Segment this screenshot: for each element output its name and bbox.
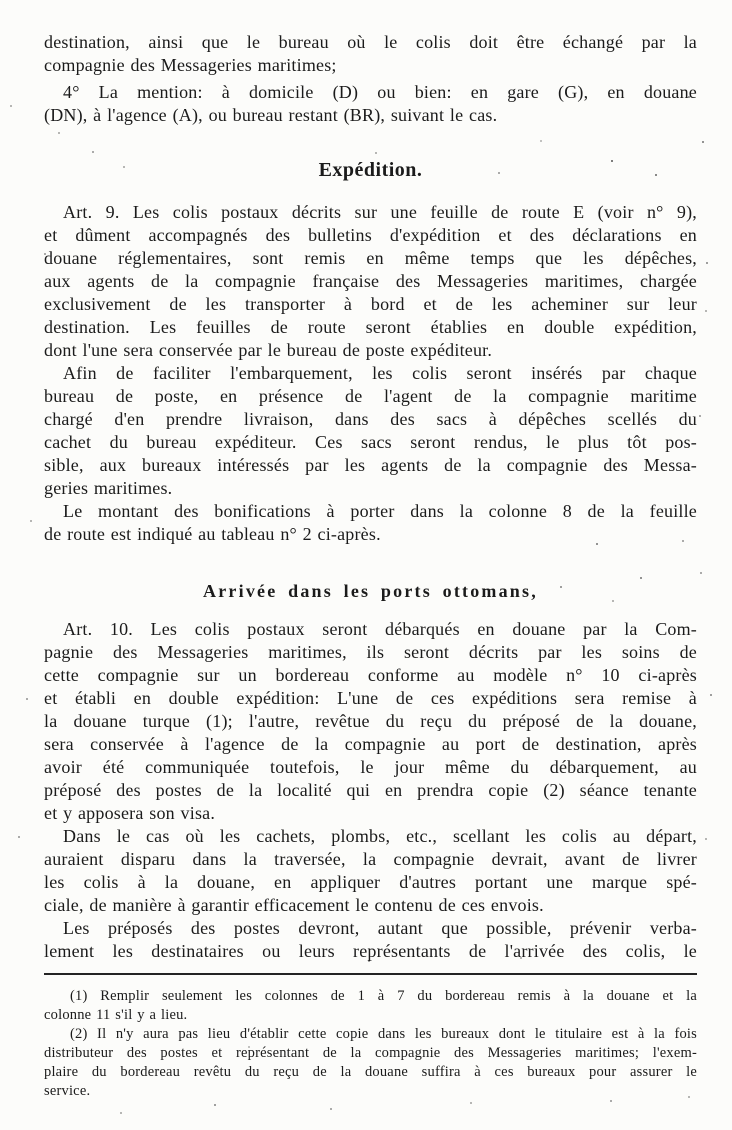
text-line: 4° La mention: à domicile (D) ou bien: en gare (G), en douane bbox=[63, 82, 697, 102]
text-line: destination. Les feuilles de route seront établies en double expédition, bbox=[44, 317, 697, 337]
text-line: distributeur des postes et représentant de la compagnie des Messageries maritimes; l'exem- bbox=[44, 1045, 697, 1061]
text-line: les colis à la douane, en appliquer d'autres portant une marque spé- bbox=[44, 872, 697, 892]
art-9-paragraph bbox=[44, 201, 697, 362]
text-line: (2) Il n'y aura pas lieu d'établir cette copie dans les bureaux dont le titulaire est à la fois bbox=[70, 1026, 697, 1042]
text-line: aux agents de la compagnie française des Messageries maritimes, chargée bbox=[44, 271, 697, 291]
text-line: sera conservée à l'agence de la compagnie au port de destination, après bbox=[44, 734, 697, 754]
footnote-2 bbox=[44, 1025, 697, 1101]
text-line: plaire du bordereau revêtu du reçu de la douane suffira à ces bureaux pour assurer le bbox=[44, 1064, 697, 1080]
text-line: cachet du bureau expéditeur. Ces sacs seront rendus, le plus tôt pos- bbox=[44, 432, 697, 452]
text-line: sible, aux bureaux intéressés par les agents de la compagnie des Messa- bbox=[44, 455, 697, 475]
embarquement-paragraph bbox=[44, 362, 697, 500]
text-line: service. bbox=[44, 1083, 91, 1099]
text-line: bureau de poste, en présence de l'agent de la compagnie maritime bbox=[44, 386, 697, 406]
text-line: colonne 11 s'il y a lieu. bbox=[44, 1007, 188, 1023]
text-line: lement les destinataires ou leurs représentants de l'arrivée des colis, le bbox=[44, 941, 697, 961]
cachets-paragraph bbox=[44, 825, 697, 917]
expedition-heading: Expédition. bbox=[318, 159, 423, 181]
text-line: et y apposera son visa. bbox=[44, 803, 216, 823]
continuation-paragraph bbox=[44, 31, 697, 77]
text-line: et dûment accompagnés des bulletins d'expédition et des déclarations en bbox=[44, 225, 697, 245]
text-line: (1) Remplir seulement les colonnes de 1 à 7 du bordereau remis à la douane et la bbox=[70, 988, 697, 1004]
text-line: chargé d'en prendre livraison, dans des sacs à dépêches scellés du bbox=[44, 409, 697, 429]
text-line: geries maritimes. bbox=[44, 478, 173, 498]
text-line: exclusivement de les transporter à bord et de les acheminer sur leur bbox=[44, 294, 697, 314]
text-line: cette compagnie sur un bordereau conforme au modèle n° 10 ci-après bbox=[44, 665, 697, 685]
item-4-paragraph bbox=[44, 81, 697, 127]
text-line: dont l'une sera conservée par le bureau de poste expéditeur. bbox=[44, 340, 493, 360]
text-line: pagnie des Messageries maritimes, ils seront décrits par les soins de bbox=[44, 642, 697, 662]
text-line: Afin de faciliter l'embarquement, les colis seront insérés par chaque bbox=[63, 363, 697, 383]
text-line: de route est indiqué au tableau n° 2 ci-après. bbox=[44, 524, 381, 544]
arrivee-heading: Arrivée dans les ports ottomans, bbox=[203, 581, 538, 601]
text-line: compagnie des Messageries maritimes; bbox=[44, 55, 337, 75]
montant-paragraph bbox=[44, 500, 697, 546]
footnotes bbox=[44, 987, 697, 1101]
footnote-1 bbox=[44, 987, 697, 1025]
text-line: destination, ainsi que le bureau où le colis doit être échangé par la bbox=[44, 32, 697, 52]
text-line: Art. 9. Les colis postaux décrits sur une feuille de route E (voir n° 9), bbox=[63, 202, 697, 222]
text-line: Dans le cas où les cachets, plombs, etc., scellant les colis au départ, bbox=[63, 826, 697, 846]
text-line: (DN), à l'agence (A), ou bureau restant (BR), suivant le cas. bbox=[44, 105, 498, 125]
text-line: Art. 10. Les colis postaux seront débarqués en douane par la Com- bbox=[63, 619, 697, 639]
text-line: la douane turque (1); l'autre, revêtue du reçu du préposé de la douane, bbox=[44, 711, 697, 731]
text-line: préposé des postes de la localité qui en prendra copie (2) séance tenante bbox=[44, 780, 697, 800]
text-line: et établi en double expédition: L'une de ces expéditions sera remise à bbox=[44, 688, 697, 708]
text-line: auraient disparu dans la traversée, la compagnie devrait, avant de livrer bbox=[44, 849, 697, 869]
preposes-paragraph bbox=[44, 917, 697, 963]
art-10-paragraph bbox=[44, 618, 697, 825]
text-line: avoir été communiquée toutefois, le jour même du débarquement, au bbox=[44, 757, 697, 777]
text-line: douane réglementaires, sont remis en même temps que les dépêches, bbox=[44, 248, 697, 268]
text-line: Les préposés des postes devront, autant que possible, prévenir verba- bbox=[63, 918, 697, 938]
text-line: ciale, de manière à garantir efficacement le contenu de ces envois. bbox=[44, 895, 544, 915]
text-line: Le montant des bonifications à porter dans la colonne 8 de la feuille bbox=[63, 501, 697, 521]
footnote-separator bbox=[44, 973, 697, 975]
